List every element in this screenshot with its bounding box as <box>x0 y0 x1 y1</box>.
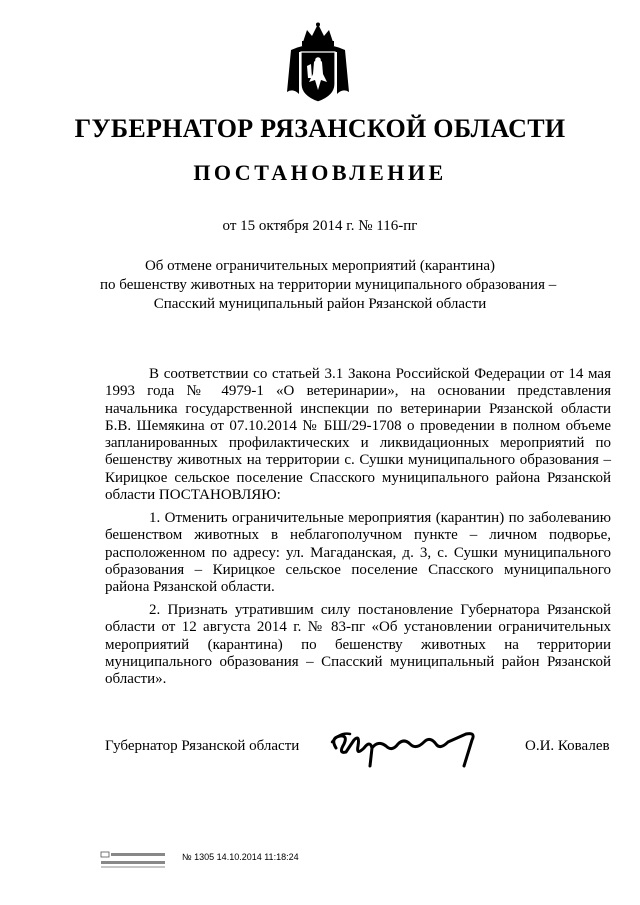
resolution-item-1: 1. Отменить ограничительные мероприятия (карантин) по заболеванию бешенством животных в неблагополучном пункте – личном подворье, расположенном по адресу: ул. Магаданская, д. 3, с. Сушки муниципального образования – Кирицкое сельское поселение Спасского муниципального района Рязанской области. <box>105 510 611 596</box>
registration-stamp-icon <box>100 850 170 870</box>
issuing-authority: ГУБЕРНАТОР РЯЗАНСКОЙ ОБЛАСТИ <box>74 114 566 143</box>
document-type: ПОСТАНОВЛЕНИЕ <box>193 160 447 185</box>
registration-stamp-text: № 1305 14.10.2014 11:18:24 <box>182 852 299 862</box>
title-line: по бешенству животных на территории муниципального образования – <box>100 277 557 293</box>
handwritten-signature <box>326 726 486 772</box>
signatory-title: Губернатор Рязанской области <box>105 738 300 754</box>
title-line: Об отмене ограничительных мероприятий (карантина) <box>144 258 496 274</box>
title-line: Спасский муниципальный район Рязанской области <box>153 296 487 312</box>
document-title <box>100 257 557 314</box>
document-date-number: от 15 октября 2014 г. № 116-пг <box>222 218 418 234</box>
preamble-paragraph: В соответствии со статьей 3.1 Закона Российской Федерации от 14 мая 1993 года № 4979-1 «О ветеринарии», на основании представления начальника государственной инспекции по ветеринарии Рязанской области Б.В. Шемякина от 07.10.2014 № БШ/29-1708 о проведении в полном объеме запланированных профилактических и ликвидационных мероприятий по бешенству животных на территории с. Сушки муниципального образования – Кирицкое сельское поселение Спасского муниципального района Рязанской области ПОСТАНОВЛЯЮ: <box>105 366 611 504</box>
coat-of-arms-icon <box>285 22 351 104</box>
resolution-item-2: 2. Признать утратившим силу постановление Губернатора Рязанской области от 12 августа 2014 г. № 83-пг «Об установлении ограничительных мероприятий (карантина) по бешенству животных на территории муниципального образования – Спасский муниципальный район Рязанской области». <box>105 602 611 688</box>
signatory-name: О.И. Ковалев <box>525 738 610 754</box>
